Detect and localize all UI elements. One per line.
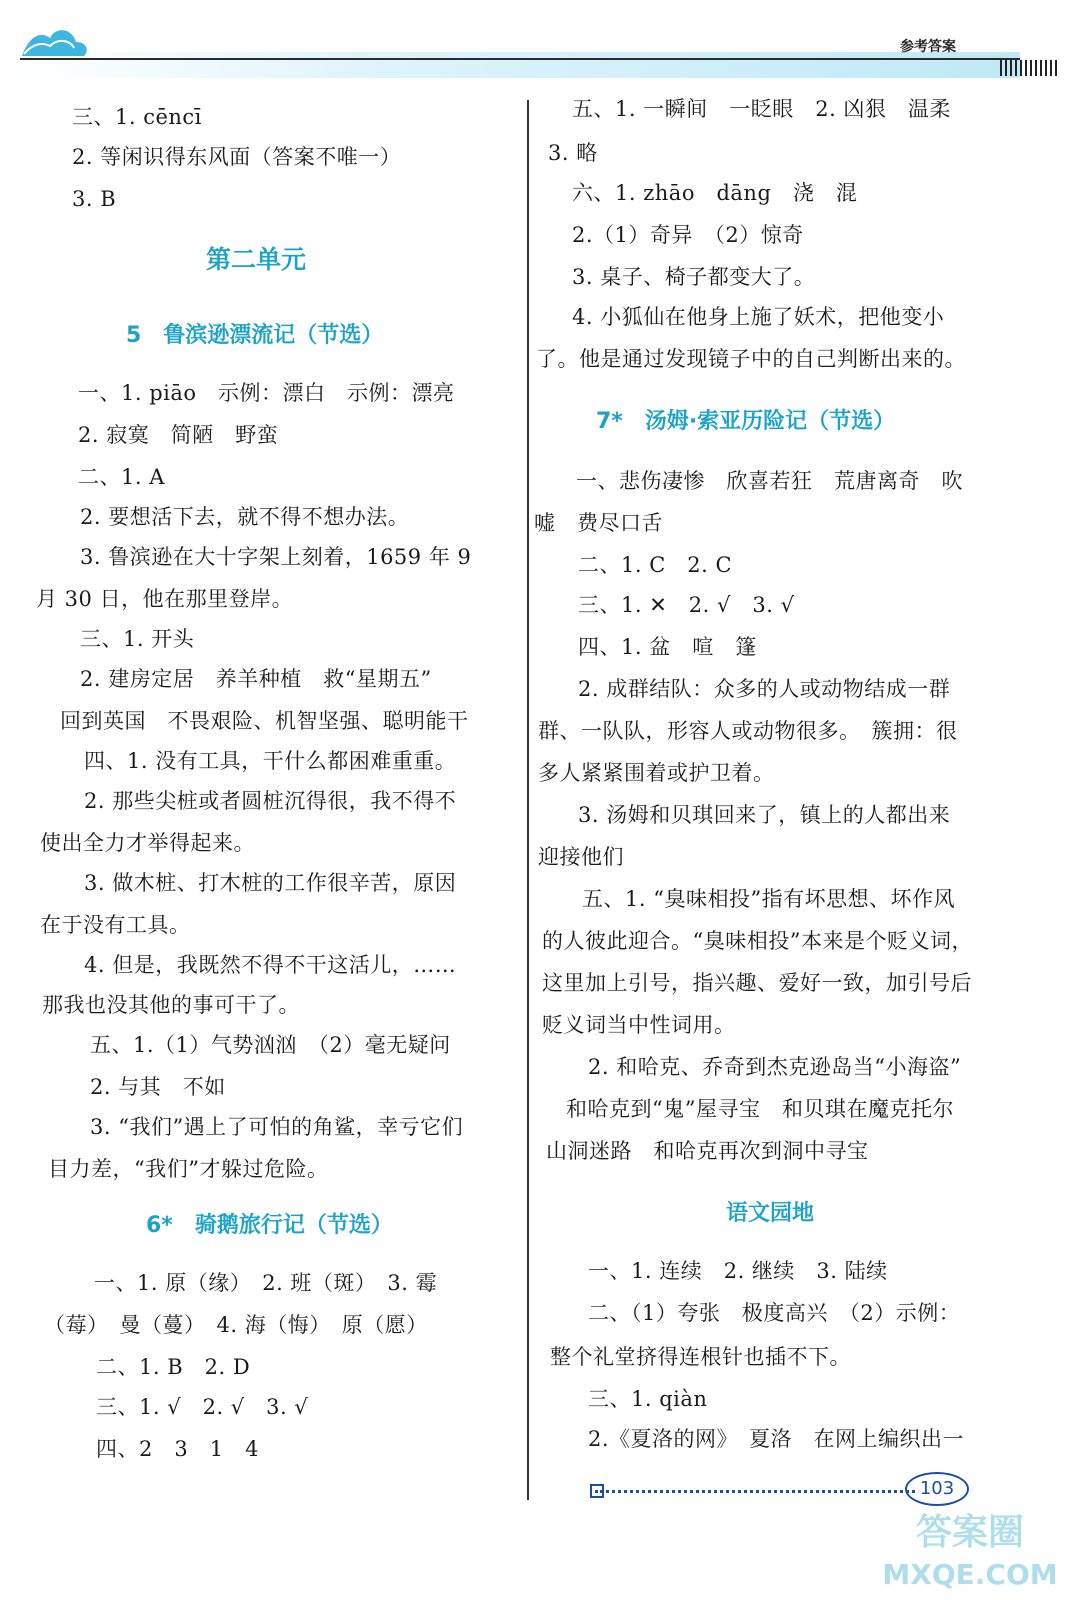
- page-header: [0, 0, 1083, 86]
- answer-line: 四、1. 盆 喧 篷: [578, 635, 757, 659]
- answer-line: 五、1. 一瞬间 一眨眼 2. 凶狠 温柔: [572, 97, 951, 121]
- answer-line: 四、1. 没有工具，干什么都困难重重。: [84, 749, 457, 773]
- watermark-text: 答案圈: [915, 1512, 1025, 1553]
- header-title: 参考答案: [900, 39, 956, 55]
- answer-line: 三、1. qiàn: [588, 1387, 708, 1411]
- answer-line: 二、1. A: [78, 465, 165, 489]
- answer-line: 三、1. ✕ 2. √ 3. √: [578, 593, 795, 617]
- answer-line: 贬义词当中性词用。: [542, 1013, 736, 1037]
- answer-line: 使出全力才举得起来。: [40, 831, 255, 855]
- answer-line: 三、1. 开头: [80, 627, 195, 651]
- answer-line: 2. 建房定居 养羊种植 救“星期五”: [80, 667, 432, 691]
- answer-line: 2. 要想活下去，就不得不想办法。: [80, 505, 410, 529]
- answer-line: 3. 略: [548, 141, 598, 165]
- answer-line: 那我也没其他的事可干了。: [42, 993, 300, 1017]
- watermark-logo: [880, 1500, 1060, 1596]
- answer-line: 3. 鲁滨逊在大十字架上刻着，1659 年 9: [80, 545, 472, 569]
- answer-line: 五、1.（1）气势汹汹 （2）毫无疑问: [90, 1033, 451, 1057]
- answer-line: 整个礼堂挤得连根针也插不下。: [550, 1345, 851, 1369]
- answer-line: 2. 寂寞 简陋 野蛮: [78, 423, 279, 447]
- answer-line: 五、1. “臭味相投”指有坏思想、坏作风: [582, 887, 956, 911]
- answer-line: 2.《夏洛的网》 夏洛 在网上编织出一: [588, 1427, 965, 1451]
- answer-line: 二、1. C 2. C: [578, 553, 733, 577]
- answer-line: 多人紧紧围着或护卫着。: [538, 761, 775, 785]
- answer-line: 和哈克到“鬼”屋寻宝 和贝琪在魔克托尔: [566, 1097, 954, 1121]
- column-divider: [527, 100, 529, 1500]
- answer-line: 四、2 3 1 4: [96, 1437, 259, 1461]
- answer-line: 目力差，“我们”才躲过危险。: [48, 1157, 329, 1181]
- barcode-decoration: [1000, 60, 1060, 76]
- answer-line: 一、1. 原（缘） 2. 班（斑） 3. 霉: [94, 1271, 438, 1295]
- answer-line: 3. “我们”遇上了可怕的角鲨，幸亏它们: [90, 1115, 464, 1139]
- answer-line: 的人彼此迎合。“臭味相投”本来是个贬义词，: [542, 929, 973, 953]
- answer-line: （莓） 曼（蔓） 4. 海（悔） 原（愿）: [44, 1313, 428, 1337]
- answer-line: 了。他是通过发现镜子中的自己判断出来的。: [536, 347, 966, 371]
- header-rule: [20, 58, 1020, 60]
- answer-line: 一、1. piāo 示例：漂白 示例：漂亮: [78, 381, 455, 405]
- answer-line: 2. 那些尖桩或者圆桩沉得很，我不得不: [84, 789, 457, 813]
- lesson-title: 7* 汤姆·索亚历险记（节选）: [596, 409, 896, 434]
- answer-line: 2. 成群结队：众多的人或动物结成一群: [578, 677, 951, 701]
- answer-line: 六、1. zhāo dāng 浇 混: [572, 181, 858, 205]
- answer-line: 3. 汤姆和贝琪回来了，镇上的人都出来: [578, 803, 951, 827]
- answer-line: 二、1. B 2. D: [96, 1355, 251, 1379]
- answer-line: 3. 做木桩、打木桩的工作很辛苦，原因: [84, 871, 457, 895]
- answer-line: 一、悲伤凄惨 欣喜若狂 荒唐离奇 吹: [576, 469, 963, 493]
- answer-line: 4. 小狐仙在他身上施了妖术，把他变小: [572, 305, 945, 329]
- answer-line: 2.（1）奇异 （2）惊奇: [572, 223, 804, 247]
- answer-line: 2. 等闲识得东风面（答案不唯一）: [72, 145, 402, 169]
- section-title: 语文园地: [726, 1201, 815, 1226]
- answer-line: 这里加上引号，指兴趣、爱好一致，加引号后: [542, 971, 972, 995]
- footer-dotted-rule: [595, 1490, 915, 1495]
- answer-line: 在于没有工具。: [40, 913, 191, 937]
- unit-title: 第二单元: [206, 245, 307, 274]
- answer-line: 月 30 日，他在那里登岸。: [36, 587, 294, 611]
- answer-line: 二、（1）夸张 极度高兴 （2）示例：: [588, 1301, 961, 1325]
- answer-line: 4. 但是，我既然不得不干这活儿，……: [84, 953, 457, 977]
- answer-line: 3. 桌子、椅子都变大了。: [572, 265, 816, 289]
- lesson-title: 6* 骑鹅旅行记（节选）: [146, 1213, 393, 1238]
- answer-line: 一、1. 连续 2. 继续 3. 陆续: [588, 1259, 888, 1283]
- header-band: [20, 52, 1020, 78]
- answer-line: 3. B: [72, 187, 117, 211]
- watermark-url: MXQE.COM: [882, 1558, 1058, 1591]
- answer-line: 嘘 费尽口舌: [534, 511, 663, 535]
- cloud-logo-icon: [20, 16, 90, 68]
- answer-line: 2. 和哈克、乔奇到杰克逊岛当“小海盗”: [588, 1055, 962, 1079]
- lesson-title: 5 鲁滨逊漂流记（节选）: [126, 323, 384, 348]
- answer-line: 山洞迷路 和哈克再次到洞中寻宝: [546, 1139, 869, 1163]
- answer-line: 群、一队队，形容人或动物很多。 簇拥：很: [538, 719, 958, 743]
- answer-line: 回到英国 不畏艰险、机智坚强、聪明能干: [60, 709, 469, 733]
- answer-line: 2. 与其 不如: [90, 1075, 226, 1099]
- answer-line: 三、1. √ 2. √ 3. √: [96, 1395, 309, 1419]
- answer-line: 三、1. cēncī: [72, 105, 202, 129]
- page-number: 103: [905, 1472, 969, 1506]
- answer-line: 迎接他们: [538, 845, 624, 869]
